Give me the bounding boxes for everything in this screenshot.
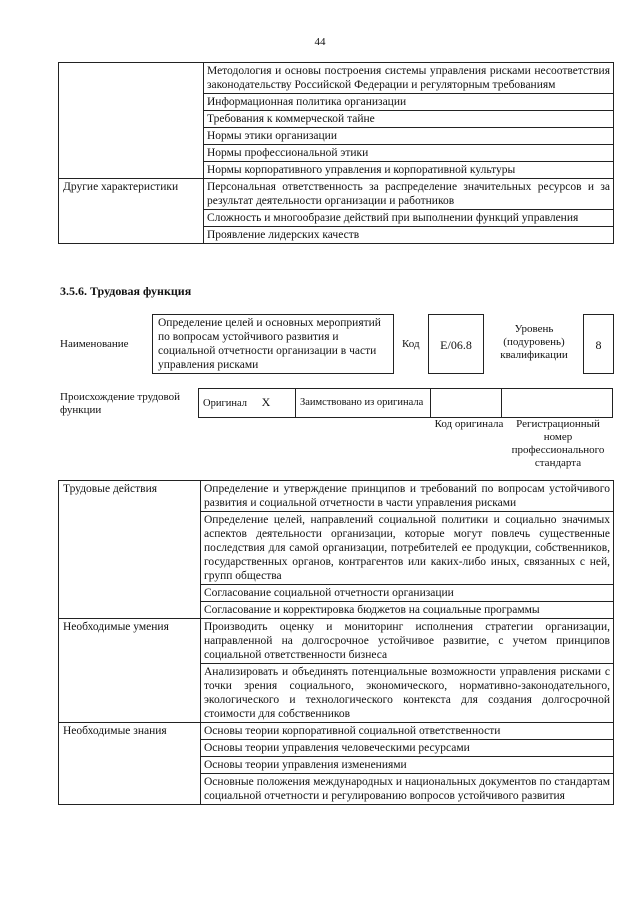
table-cell: Основы теории корпоративной социальной ответственности [201,723,614,740]
origin-table [198,388,613,418]
table-cell: Требования к коммерческой тайне [204,111,614,128]
code-value: E/06.8 [428,314,484,374]
table-cell: Персональная ответственность за распределение значительных ресурсов и за результат деятельности организации и работников [204,179,614,210]
qualification-level-label: Уровень (подуровень) квалификации [500,323,568,361]
table-cell: Методология и основы построения системы управления рисками несоответствия законодательству Российской Федерации и регуляторным требованиям [204,63,614,94]
registration-number-caption: Регистрационный номер профессионального стандарта [511,418,605,469]
origin-code-cell [431,389,502,418]
table-cell: Сложность и многообразие действий при выполнении функций управления [204,210,614,227]
table-cell: Нормы корпоративного управления и корпоративной культуры [204,162,614,179]
function-name-value: Определение целей и основных мероприятий по вопросам устойчивого развития и социальной отчетности организации в части управления рисками [152,314,394,374]
table-row [59,179,614,210]
top-characteristics-table [58,62,614,244]
table-row [59,63,614,94]
table-cell: Нормы этики организации [204,128,614,145]
table-cell: Согласование и корректировка бюджетов на социальные программы [201,602,614,619]
table-row [199,389,613,418]
labor-function-table [58,480,614,805]
page-number: 44 [314,36,326,48]
row-label: Другие характеристики [59,179,204,244]
original-cell [199,389,296,418]
table-cell: Информационная политика организации [204,94,614,111]
table-cell: Нормы профессиональной этики [204,145,614,162]
qualification-level-value: 8 [583,314,614,374]
table-cell: Согласование социальной отчетности организации [201,585,614,602]
registration-number-cell [502,389,613,418]
row-label: Необходимые умения [59,619,201,723]
section-heading: 3.5.6. Трудовая функция [60,284,192,298]
table-cell: Основы теории управления изменениями [201,757,614,774]
table-row [59,723,614,740]
table-cell: Основы теории управления человеческими ресурсами [201,740,614,757]
function-name-label: Наименование [60,338,129,350]
table-cell: Определение целей, направлений социальной политики и социально значимых аспектов деятельности организации, которые могут повлечь существенные последствия для самой организации, потребителей ее продукции, собственников, государственных органов, контрагентов или каких-либо иных, связанных с ней, групп общества [201,512,614,585]
borrowed-label: Заимствовано из оригинала [296,389,431,418]
original-mark: X [261,395,271,409]
original-label: Оригинал [203,398,247,409]
row-label: Необходимые знания [59,723,201,805]
table-cell: Основные положения международных и национальных документов по стандартам социальной отчетности и регулированию вопросов устойчивого развития [201,774,614,805]
row-label: Трудовые действия [59,481,201,619]
code-label: Код [402,338,420,350]
table-row [59,481,614,512]
row-label [59,63,204,179]
table-cell: Проявление лидерских качеств [204,227,614,244]
table-cell: Производить оценку и мониторинг исполнения стратегии организации, направленной на долгосрочное устойчивое развитие, с учетом принципов социальной ответственности бизнеса [201,619,614,664]
origin-code-caption: Код оригинала [434,418,504,430]
table-cell: Определение и утверждение принципов и требований по вопросам устойчивого развития и социальной отчетности в части управления рисками [201,481,614,512]
table-row [59,619,614,664]
table-cell: Анализировать и объединять потенциальные возможности управления рисками с точки зрения социального, экономического, нормативно-законодательного, экологического и технологического контекста для создания долгосрочной стоимости для собственников [201,664,614,723]
origin-label: Происхождение трудовой функции [60,391,181,416]
